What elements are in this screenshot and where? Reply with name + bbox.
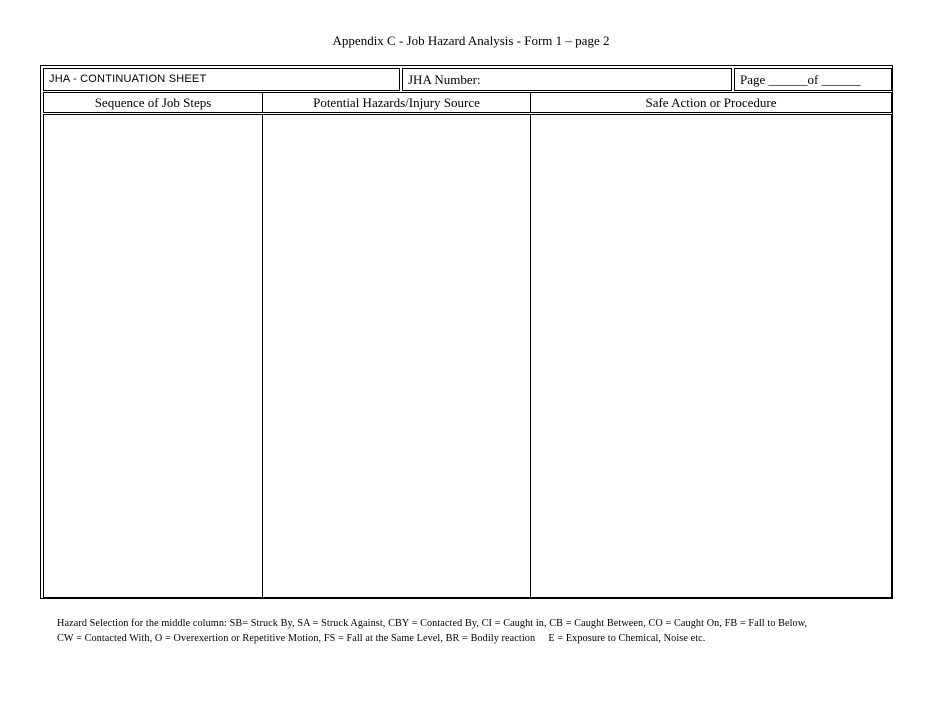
page-number-field[interactable]: Page ______of ______ — [734, 68, 892, 91]
job-steps-entry-area[interactable] — [44, 115, 262, 597]
jha-form-frame — [40, 65, 893, 599]
hazards-entry-area[interactable] — [262, 115, 530, 597]
hazard-note-line-2: CW = Contacted With, O = Overexertion or Repetitive Motion, FS = Fall at the Same Level, BR = Bodily reaction E = Exposure to Chemical, Noise etc. — [57, 633, 706, 644]
column-header-row — [43, 92, 892, 113]
form-header-row — [43, 68, 892, 91]
column-header-job-steps: Sequence of Job Steps — [94, 95, 212, 110]
column-header-hazards: Potential Hazards/Injury Source — [262, 93, 530, 112]
hazard-note-line-1: Hazard Selection for the middle column: SB= Struck By, SA = Struck Against, CBY = Contacted By, CI = Caught in, CB = Caught Between, CO = Caught On, FB = Fall to Below, — [57, 618, 808, 629]
safe-action-entry-area[interactable] — [530, 115, 891, 597]
jha-number-field[interactable]: JHA Number: — [402, 68, 732, 91]
continuation-sheet-label: JHA - CONTINUATION SHEET — [43, 68, 400, 91]
column-header-safe-action: Safe Action or Procedure — [530, 93, 891, 112]
form-body — [43, 114, 892, 598]
page-title: Appendix C - Job Hazard Analysis - Form 1 – page 2 — [332, 33, 610, 48]
hazard-selection-note — [57, 616, 937, 646]
